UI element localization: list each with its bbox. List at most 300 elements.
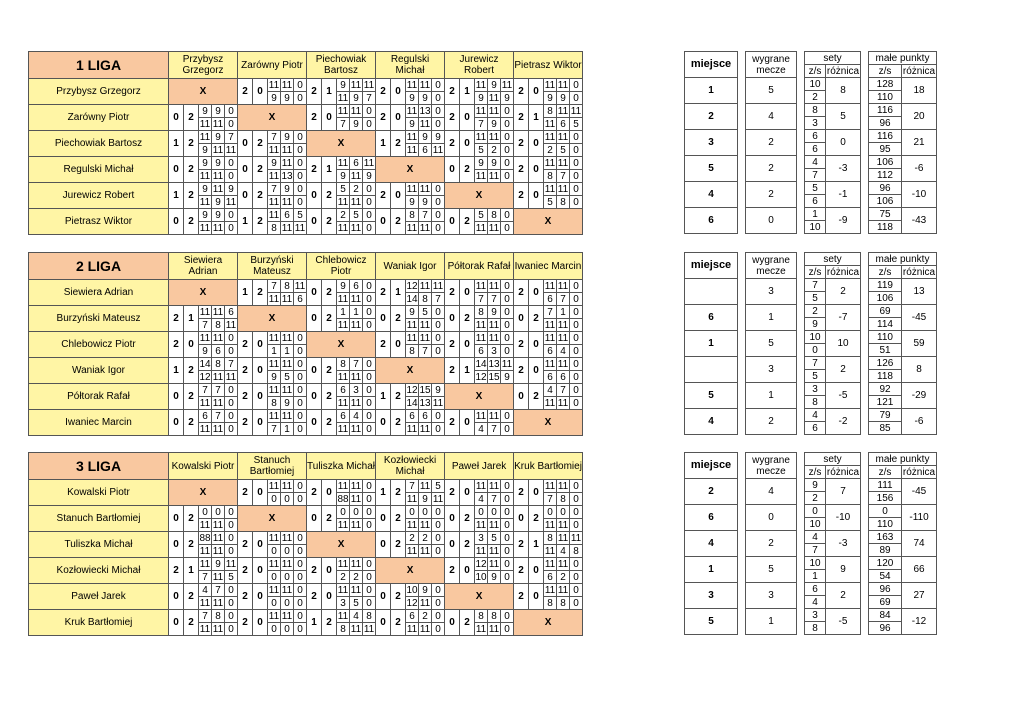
set-points: 9 (406, 92, 419, 105)
sets-for: 2 (805, 305, 826, 318)
sets-for: 0 (805, 505, 826, 518)
set-points: 0 (363, 196, 376, 209)
set-points: 11 (557, 480, 569, 492)
sets-won: 0 (307, 358, 322, 384)
set-points: 11 (281, 144, 293, 156)
sets-won: 2 (514, 131, 529, 157)
sets-diff: -1 (826, 182, 861, 208)
set-points: 11 (199, 623, 211, 635)
spacer (797, 409, 805, 435)
set-points: 0 (570, 480, 583, 493)
set-points: 11 (544, 358, 556, 370)
zs-header: z/s (805, 466, 826, 479)
set-points: 11 (350, 397, 362, 409)
spacer (738, 52, 746, 78)
sets-diff: -10 (826, 505, 861, 531)
set-points: 11 (557, 131, 569, 143)
league-title: 1 LIGA (29, 52, 169, 79)
sets-won: 0 (445, 506, 460, 532)
set-points: 11 (419, 623, 431, 635)
set-points: 0 (294, 493, 307, 506)
sets-won: 0 (238, 183, 253, 209)
set-points: 11 (501, 358, 513, 370)
set-points: 0 (570, 319, 583, 332)
set-points: 8 (337, 358, 350, 371)
sets-lost: 2 (253, 280, 268, 306)
points-against: 118 (869, 221, 902, 234)
set-points: 0 (294, 532, 307, 545)
set-points: 7 (419, 345, 432, 358)
set-points: 4 (199, 584, 212, 597)
set-points: 0 (570, 584, 583, 597)
sets-won: 2 (445, 105, 460, 131)
sets-lost: 2 (391, 306, 406, 332)
column-header: Przybysz Grzegorz (169, 52, 238, 79)
sets-won: 2 (238, 610, 253, 636)
set-points: 0 (294, 423, 307, 436)
set-points: 0 (432, 319, 445, 332)
set-points: 0 (268, 597, 281, 610)
set-points: 11 (350, 371, 362, 383)
sets-for: 7 (805, 279, 826, 292)
set-points: 11 (557, 319, 569, 331)
sets-won: 2 (445, 332, 460, 358)
set-points: 11 (199, 306, 211, 318)
set-points: 11 (406, 144, 418, 156)
set-points: 5 (337, 183, 350, 196)
set-points: 9 (544, 92, 557, 105)
player-name: Waniak Igor (29, 358, 169, 384)
points-diff: -45 (902, 479, 937, 505)
set-points: 0 (570, 345, 583, 358)
set-points: 0 (501, 506, 514, 519)
player-name: Burzyński Mateusz (29, 306, 169, 332)
set-points: 11 (419, 79, 431, 91)
set-points: 11 (212, 118, 224, 130)
set-points: 11 (557, 519, 569, 531)
spacer (797, 583, 805, 609)
spacer (861, 479, 869, 505)
points-for: 126 (869, 357, 902, 370)
set-points: 9 (212, 209, 225, 222)
sets-won: 2 (514, 79, 529, 105)
set-points: 11 (199, 131, 211, 143)
sets-won: 1 (376, 480, 391, 506)
place-value: 6 (685, 505, 738, 531)
sets-diff: 9 (826, 557, 861, 583)
set-points: 0 (294, 545, 307, 558)
points-for: 79 (869, 409, 902, 422)
self-match-cell: X (307, 131, 376, 157)
sets-won: 2 (445, 79, 460, 105)
spacer (738, 453, 746, 479)
sets-lost: 1 (460, 358, 475, 384)
set-points: 0 (501, 558, 514, 571)
set-points: 11 (557, 79, 569, 91)
set-points: 1 (337, 306, 350, 319)
set-points: 6 (406, 410, 419, 423)
sets-won: 0 (514, 506, 529, 532)
points-diff: 20 (902, 104, 937, 130)
points-against: 110 (869, 91, 902, 104)
spacer (861, 453, 869, 479)
set-points: 11 (363, 79, 375, 91)
sety-header: sety (805, 52, 861, 65)
sets-lost: 1 (529, 532, 544, 558)
set-points: 7 (488, 493, 501, 506)
set-points: 0 (501, 131, 514, 144)
roznica-header: różnica (902, 466, 936, 478)
set-points: 0 (432, 306, 445, 319)
sets-lost: 2 (391, 506, 406, 532)
set-points: 0 (225, 118, 238, 131)
column-header: Pietrasz Wiktor (514, 52, 583, 79)
set-points: 11 (475, 623, 487, 635)
set-points: 0 (432, 118, 445, 131)
league-grid (28, 452, 583, 636)
sets-lost: 0 (460, 558, 475, 584)
set-points: 11 (212, 306, 224, 318)
wins-value: 1 (746, 305, 797, 331)
player-name: Tuliszka Michał (29, 532, 169, 558)
sets-lost: 1 (322, 79, 337, 105)
sets-diff: -9 (826, 208, 861, 234)
column-header: Burzyński Mateusz (238, 253, 307, 280)
set-points: 0 (432, 332, 445, 345)
set-points: 11 (268, 332, 280, 344)
set-points: 11 (432, 280, 444, 292)
sets-lost: 0 (460, 280, 475, 306)
set-points: 11 (268, 209, 280, 221)
set-points: 1 (281, 423, 294, 436)
set-points: 0 (294, 131, 307, 144)
set-points: 11 (350, 558, 362, 570)
set-points: 9 (475, 92, 488, 105)
sets-lost: 0 (460, 410, 475, 436)
sets-for: 1 (805, 208, 826, 221)
column-header: Półtorak Rafał (445, 253, 514, 280)
set-points: 8 (268, 397, 281, 410)
set-points: 9 (419, 92, 432, 105)
set-points: 2 (557, 571, 570, 584)
set-points: 0 (268, 571, 281, 584)
set-points: 0 (225, 345, 238, 358)
column-header: Piechowiak Bartosz (307, 52, 376, 79)
sets-won: 0 (376, 410, 391, 436)
sets-lost: 2 (391, 610, 406, 636)
set-points: 7 (419, 209, 432, 222)
set-points: 2 (419, 532, 432, 545)
sets-won: 0 (445, 209, 460, 235)
sets-lost: 2 (391, 131, 406, 157)
set-points: 0 (363, 105, 376, 118)
set-points: 5 (544, 196, 557, 209)
set-points: 7 (212, 584, 225, 597)
set-points: 5 (432, 480, 445, 493)
set-points: 7 (212, 410, 225, 423)
set-points: 0 (294, 480, 307, 493)
self-match-cell: X (307, 332, 376, 358)
place-value: 2 (685, 479, 738, 505)
set-points: 0 (570, 506, 583, 519)
roznica-header: różnica (826, 266, 860, 278)
set-points: 0 (225, 506, 238, 519)
wins-value: 2 (746, 130, 797, 156)
set-points: 11 (212, 371, 224, 383)
set-points: 2 (350, 183, 363, 196)
wins-value: 4 (746, 104, 797, 130)
set-points: 0 (363, 397, 376, 410)
set-points: 11 (475, 332, 487, 344)
set-points: 11 (268, 358, 280, 370)
set-points: 0 (432, 610, 445, 623)
column-header: Jurewicz Robert (445, 52, 514, 79)
set-points: 88 (337, 493, 349, 505)
set-points: 11 (406, 545, 418, 557)
points-against: 114 (869, 318, 902, 331)
set-points: 4 (350, 610, 363, 623)
set-points: 9 (281, 92, 294, 105)
points-for: 116 (869, 130, 902, 143)
sets-won: 2 (307, 105, 322, 131)
set-points: 9 (268, 157, 281, 170)
set-points: 11 (488, 170, 500, 182)
set-points: 8 (363, 610, 376, 623)
standings-table (684, 452, 937, 635)
sets-diff: -5 (826, 383, 861, 409)
spacer (797, 156, 805, 182)
points-diff: 13 (902, 279, 937, 305)
zs-header: z/s (805, 266, 826, 279)
points-for: 69 (869, 305, 902, 318)
sets-won: 2 (238, 532, 253, 558)
set-points: 0 (570, 196, 583, 209)
set-points: 6 (419, 144, 432, 157)
sets-lost: 2 (460, 209, 475, 235)
sets-for: 5 (805, 182, 826, 195)
set-points: 9 (363, 170, 376, 183)
sets-won: 0 (169, 506, 184, 532)
set-points: 0 (363, 410, 376, 423)
sets-lost: 0 (253, 480, 268, 506)
set-points: 0 (225, 397, 238, 410)
sets-lost: 2 (253, 157, 268, 183)
place-value: 1 (685, 78, 738, 104)
set-points: 11 (268, 558, 280, 570)
self-match-cell: X (307, 532, 376, 558)
set-points: 0 (432, 532, 445, 545)
set-points: 13 (419, 397, 431, 409)
sets-won: 0 (169, 105, 184, 131)
set-points: 4 (544, 384, 557, 397)
set-points: 7 (557, 384, 570, 397)
place-value: 5 (685, 383, 738, 409)
sets-diff: 10 (826, 331, 861, 357)
set-points: 14 (406, 293, 418, 305)
set-points: 13 (488, 358, 500, 370)
points-for: 84 (869, 609, 902, 622)
spacer (861, 383, 869, 409)
set-points: 11 (212, 597, 224, 609)
set-points: 11 (557, 183, 569, 195)
sets-for: 10 (805, 557, 826, 570)
sets-won: 0 (238, 131, 253, 157)
set-points: 11 (544, 332, 556, 344)
points-diff: -10 (902, 182, 937, 208)
spacer (797, 557, 805, 583)
set-points: 7 (268, 131, 281, 144)
set-points: 1 (281, 345, 294, 358)
roznica-header: różnica (902, 266, 936, 278)
set-points: 0 (225, 209, 238, 222)
wins-value: 3 (746, 279, 797, 305)
set-points: 0 (363, 280, 376, 293)
set-points: 11 (225, 319, 237, 331)
set-points: 11 (350, 293, 362, 305)
place-value: 3 (685, 583, 738, 609)
sets-lost: 0 (529, 131, 544, 157)
set-points: 0 (363, 384, 376, 397)
set-points: 11 (432, 493, 444, 505)
set-points: 2 (337, 209, 350, 222)
set-points: 0 (294, 384, 307, 397)
sets-won: 2 (307, 558, 322, 584)
set-points: 11 (337, 610, 349, 622)
set-points: 11 (268, 144, 280, 156)
league-title: 3 LIGA (29, 453, 169, 480)
sets-won: 2 (238, 384, 253, 410)
points-diff: 8 (902, 357, 937, 383)
set-points: 11 (281, 532, 293, 544)
points-for: 106 (869, 156, 902, 169)
set-points: 9 (281, 183, 294, 196)
set-points: 0 (294, 332, 307, 345)
set-points: 6 (350, 157, 363, 170)
player-name: Pietrasz Wiktor (29, 209, 169, 235)
set-points: 0 (570, 597, 583, 610)
set-points: 8 (557, 597, 570, 610)
set-points: 0 (225, 384, 238, 397)
sets-against: 8 (805, 622, 826, 635)
set-points: 9 (557, 92, 570, 105)
set-points: 0 (281, 493, 294, 506)
place-value (685, 357, 738, 383)
points-against: 69 (869, 596, 902, 609)
sets-lost: 2 (322, 384, 337, 410)
set-points: 8 (488, 610, 501, 623)
league-grid (28, 252, 583, 436)
set-points: 0 (432, 345, 445, 358)
sets-won: 0 (169, 410, 184, 436)
self-match-cell: X (445, 183, 514, 209)
set-points: 4 (475, 493, 488, 506)
set-points: 0 (570, 358, 583, 371)
column-header: Stanuch Bartłomiej (238, 453, 307, 480)
sets-lost: 2 (322, 183, 337, 209)
points-diff: -6 (902, 409, 937, 435)
sets-won: 1 (376, 384, 391, 410)
spacer (797, 305, 805, 331)
miejsce-header: miejsce (685, 253, 738, 279)
set-points: 0 (570, 493, 583, 506)
set-points: 0 (225, 623, 238, 636)
set-points: 11 (557, 157, 569, 169)
set-points: 9 (199, 183, 212, 196)
sets-lost: 2 (184, 157, 199, 183)
set-points: 0 (225, 423, 238, 436)
player-name: Zarówny Piotr (29, 105, 169, 131)
sets-won: 1 (169, 131, 184, 157)
points-against: 89 (869, 544, 902, 557)
spacer (861, 78, 869, 104)
set-points: 11 (475, 319, 487, 331)
set-points: 0 (570, 144, 583, 157)
set-points: 4 (350, 410, 363, 423)
sets-won: 0 (169, 384, 184, 410)
sets-for: 6 (805, 583, 826, 596)
set-points: 11 (268, 610, 280, 622)
sets-lost: 2 (529, 506, 544, 532)
wins-value: 0 (746, 505, 797, 531)
spacer (738, 253, 746, 279)
set-points: 6 (281, 209, 294, 222)
sets-lost: 0 (529, 280, 544, 306)
set-points: 0 (570, 280, 583, 293)
set-points: 7 (557, 170, 570, 183)
sets-lost: 2 (391, 410, 406, 436)
sets-lost: 2 (322, 209, 337, 235)
sets-won: 2 (445, 558, 460, 584)
set-points: 0 (268, 623, 281, 636)
set-points: 11 (199, 332, 211, 344)
self-match-cell: X (376, 157, 445, 183)
set-points: 0 (432, 545, 445, 558)
sets-diff: -3 (826, 531, 861, 557)
set-points: 8 (475, 306, 488, 319)
set-points: 2 (419, 610, 432, 623)
set-points: 0 (199, 506, 212, 519)
set-points: 0 (501, 410, 514, 423)
points-against: 106 (869, 195, 902, 208)
set-points: 11 (281, 222, 293, 234)
set-points: 8 (212, 358, 225, 371)
set-points: 0 (501, 610, 514, 623)
set-points: 2 (406, 532, 419, 545)
sets-lost: 0 (460, 332, 475, 358)
set-points: 11 (419, 118, 431, 130)
set-points: 11 (281, 480, 293, 492)
set-points: 11 (475, 519, 487, 531)
points-for: 75 (869, 208, 902, 221)
set-points: 7 (199, 384, 212, 397)
set-points: 0 (501, 170, 514, 183)
set-points: 6 (294, 293, 307, 306)
set-points: 0 (432, 519, 445, 532)
set-points: 11 (268, 293, 280, 305)
set-points: 0 (501, 118, 514, 131)
spacer (861, 531, 869, 557)
set-points: 8 (475, 610, 488, 623)
player-name: Stanuch Bartłomiej (29, 506, 169, 532)
set-points: 0 (432, 196, 445, 209)
set-points: 11 (419, 597, 431, 609)
sets-for: 10 (805, 78, 826, 91)
wins-value: 5 (746, 557, 797, 583)
set-points: 11 (337, 157, 349, 169)
set-points: 6 (557, 371, 570, 384)
set-points: 11 (268, 410, 280, 422)
points-diff: 74 (902, 531, 937, 557)
